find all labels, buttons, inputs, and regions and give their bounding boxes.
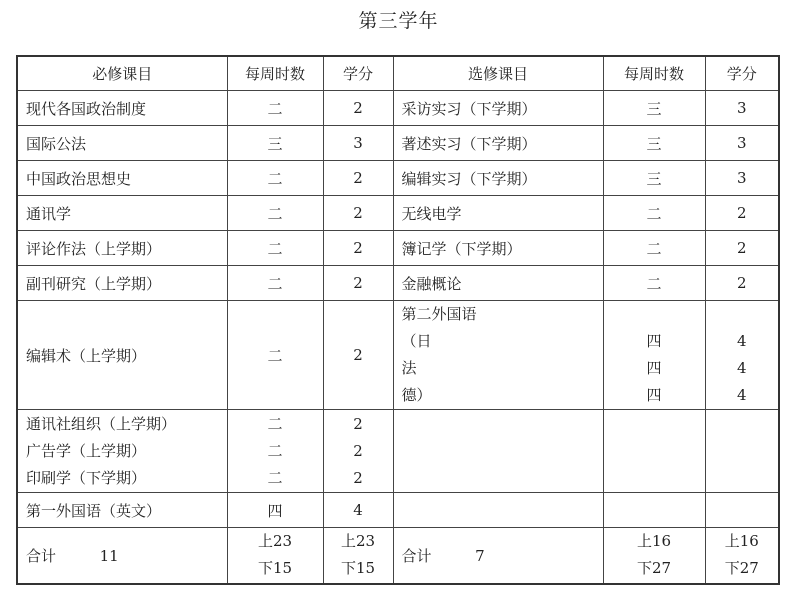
elective-course: 编辑实习（下学期）: [393, 161, 603, 196]
empty-cell: [705, 410, 779, 493]
course-line: 广告学（上学期）: [26, 441, 147, 460]
table-row: [17, 301, 779, 410]
total-line: 上16: [724, 532, 759, 551]
credits-line: 2: [353, 468, 363, 487]
table-row: [17, 410, 779, 493]
table-row: [17, 266, 779, 301]
total-count: 11: [99, 546, 119, 565]
elective-course: 无线电学: [393, 196, 603, 231]
required-credits: [323, 410, 393, 493]
hours-line: 二: [267, 441, 283, 460]
elective-course-second-foreign-language: [393, 301, 603, 410]
total-line: 上23: [257, 532, 293, 551]
required-credits: 2: [323, 231, 393, 266]
required-hours: 二: [227, 161, 323, 196]
hours-line: 二: [267, 468, 283, 487]
total-line: 上23: [340, 532, 376, 551]
empty-cell: [603, 493, 705, 528]
required-hours: 二: [227, 196, 323, 231]
elective-hours: 三: [603, 91, 705, 126]
header-elective-course: 选修课目: [393, 56, 603, 91]
required-course: 编辑术（上学期）: [17, 301, 227, 410]
credits-line: 4: [736, 332, 747, 350]
required-course: 副刊研究（上学期）: [17, 266, 227, 301]
header-credits-2: 学分: [705, 56, 779, 91]
elective-course: 著述实习（下学期）: [393, 126, 603, 161]
header-credits: 学分: [323, 56, 393, 91]
required-credits: 2: [323, 196, 393, 231]
required-credits: 2: [323, 161, 393, 196]
required-hours: 二: [227, 91, 323, 126]
elective-hours: 二: [603, 231, 705, 266]
required-course: 中国政治思想史: [17, 161, 227, 196]
total-count: 7: [475, 546, 485, 565]
required-course: 国际公法: [17, 126, 227, 161]
required-credits: 3: [323, 126, 393, 161]
elective-course: 金融概论: [393, 266, 603, 301]
elective-credits: 2: [705, 196, 779, 231]
course-line: 通讯社组织（上学期）: [26, 414, 177, 433]
required-hours: 二: [227, 231, 323, 266]
elective-hours: 三: [603, 126, 705, 161]
header-hours-per-week: 每周时数: [227, 56, 323, 91]
credits-line: 4: [736, 386, 747, 404]
hours-line: [612, 301, 697, 328]
elective-hours: 三: [603, 161, 705, 196]
required-hours: 四: [227, 493, 323, 528]
table-row: [17, 196, 779, 231]
elective-credits: 3: [705, 126, 779, 161]
elective-credits: [705, 301, 779, 410]
elective-line: 第二外国语: [401, 305, 477, 323]
required-hours: 二: [227, 266, 323, 301]
elective-credits: 3: [705, 91, 779, 126]
header-hours-per-week-2: 每周时数: [603, 56, 705, 91]
table-row: [17, 231, 779, 266]
elective-hours: 二: [603, 196, 705, 231]
empty-cell: [393, 493, 603, 528]
elective-line: 法: [401, 359, 417, 377]
course-line: 印刷学（下学期）: [26, 468, 147, 487]
header-required-course: 必修课目: [17, 56, 227, 91]
required-course-group: [17, 410, 227, 493]
table-row: [17, 126, 779, 161]
total-line: 下27: [636, 559, 672, 578]
hours-line: 四: [646, 359, 662, 377]
required-course: 现代各国政治制度: [17, 91, 227, 126]
curriculum-table: [16, 55, 780, 585]
required-total-credits: [323, 528, 393, 584]
required-credits: 2: [323, 91, 393, 126]
required-total: [17, 528, 227, 584]
required-total-hours: [227, 528, 323, 584]
total-line: 上16: [636, 532, 672, 551]
total-line: 下27: [724, 559, 759, 578]
table-row: [17, 91, 779, 126]
required-course: 通讯学: [17, 196, 227, 231]
elective-line: （日: [401, 332, 432, 350]
required-hours: [227, 410, 323, 493]
required-credits: 2: [323, 266, 393, 301]
total-row: [17, 528, 779, 584]
credits-line: 2: [353, 441, 363, 460]
elective-credits: 2: [705, 266, 779, 301]
elective-course: 簿记学（下学期）: [393, 231, 603, 266]
page-title: 第三学年: [358, 10, 439, 32]
empty-cell: [603, 410, 705, 493]
credits-line: 2: [353, 414, 363, 433]
hours-line: 四: [646, 332, 662, 350]
empty-cell: [393, 410, 603, 493]
required-course: 评论作法（上学期）: [17, 231, 227, 266]
table-row: [17, 161, 779, 196]
elective-hours: 二: [603, 266, 705, 301]
elective-line: 德）: [401, 386, 432, 404]
table-row: [17, 493, 779, 528]
elective-credits: 3: [705, 161, 779, 196]
elective-total-hours: [603, 528, 705, 584]
elective-total: [393, 528, 603, 584]
elective-credits: 2: [705, 231, 779, 266]
total-line: 下15: [257, 559, 293, 578]
total-label: 合计: [401, 546, 432, 565]
elective-total-credits: [705, 528, 779, 584]
required-credits: 4: [323, 493, 393, 528]
total-line: 下15: [340, 559, 376, 578]
header-row: [17, 56, 779, 91]
empty-cell: [705, 493, 779, 528]
credits-line: 4: [736, 359, 747, 377]
required-hours: 三: [227, 126, 323, 161]
required-course: 第一外国语（英文）: [17, 493, 227, 528]
required-hours: 二: [227, 301, 323, 410]
elective-hours: [603, 301, 705, 410]
hours-line: 二: [267, 414, 283, 433]
hours-line: 四: [646, 386, 662, 404]
elective-course: 采访实习（下学期）: [393, 91, 603, 126]
total-label: 合计: [26, 546, 57, 565]
required-credits: 2: [323, 301, 393, 410]
credits-line: [714, 301, 771, 328]
